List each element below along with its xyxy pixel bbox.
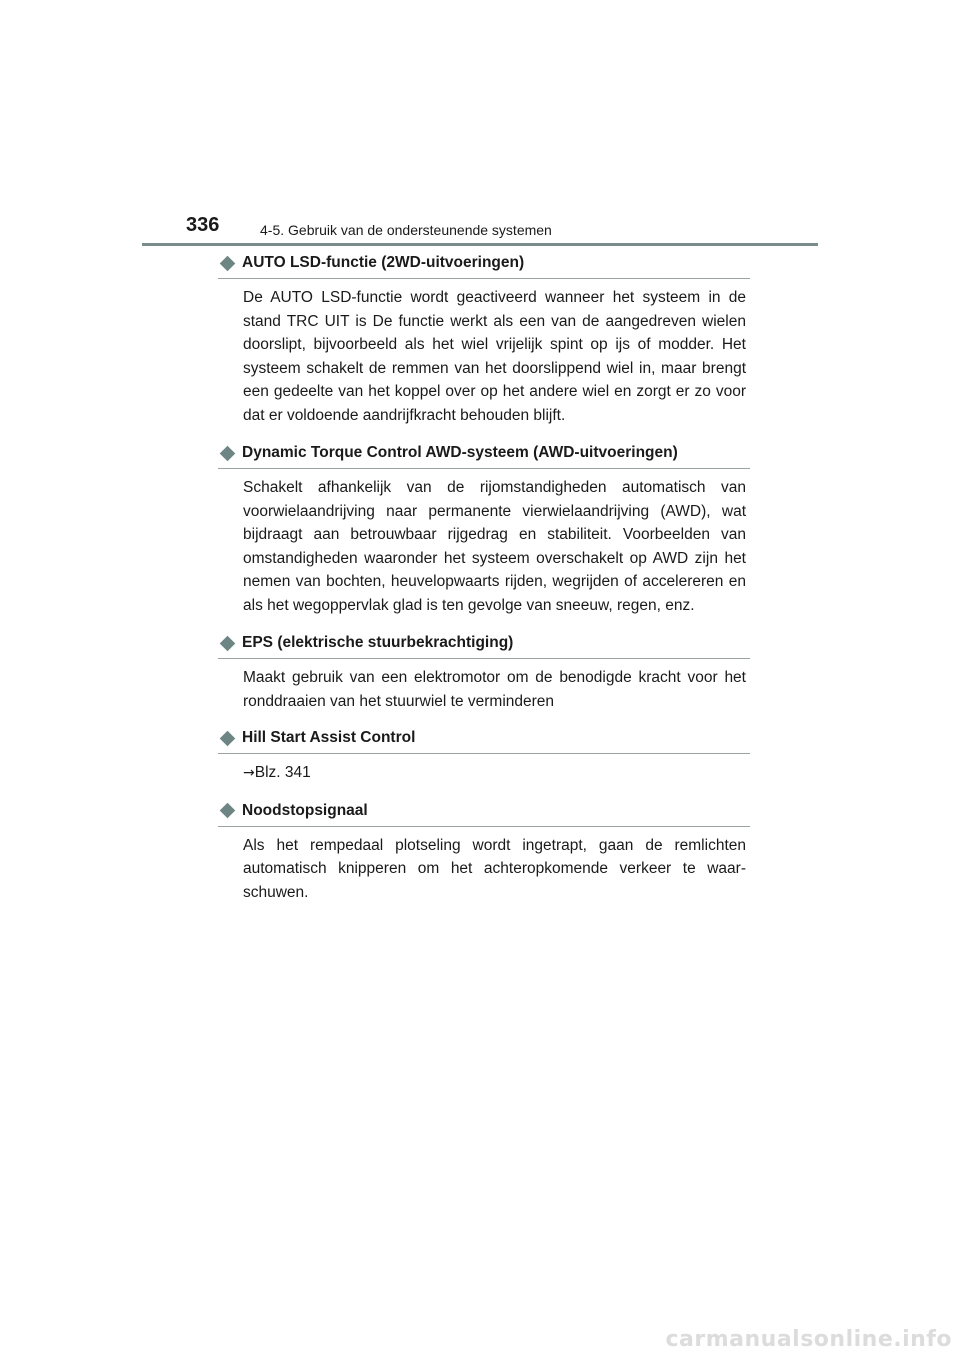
diamond-bullet-icon (220, 730, 236, 746)
section-heading (218, 252, 750, 279)
page-content (218, 252, 750, 904)
section-body: Maakt gebruik van een elektromotor om de benodigde kracht voor het ronddraaien van het stuurwiel te verminderen (243, 669, 746, 710)
watermark: carmanualsonline.info (665, 1327, 952, 1352)
section-heading-text: Dynamic Torque Control AWD-systeem (AWD-uitvoeringen) (242, 444, 678, 461)
page-reference-link[interactable]: Blz. 341 (254, 764, 311, 781)
diamond-bullet-icon (220, 803, 236, 819)
section-hill-start-assist (218, 727, 750, 786)
page-number: 336 (186, 214, 220, 236)
header-divider (142, 243, 818, 246)
arrow-right-icon: → (243, 765, 255, 781)
section-auto-lsd (218, 252, 750, 427)
section-noodstopsignaal (218, 800, 750, 905)
section-heading-text: Noodstopsignaal (242, 801, 368, 819)
section-heading (218, 632, 750, 659)
section-heading-text: Hill Start Assist Control (242, 729, 416, 746)
diamond-bullet-icon (220, 635, 236, 651)
section-body: Schakelt afhankelijk van de rijomstandigheden automatisch van voorwielaandrijving naar permanente vierwielaandrijving (AWD), wat bijdraagt aan betrouwbaar rijgedrag en stabiliteit. Voorbeelden van omstandigheden waaronder het systeem overschakelt op AWD zijn het nemen van bochten, heuvelopwaarts rijden, wegrijden of accelereren en als het wegoppervlak glad is ten gevolge van sneeuw, regen, enz. (243, 479, 746, 614)
section-eps (218, 632, 750, 713)
section-dynamic-torque-control (218, 442, 750, 617)
section-heading-text: EPS (elektrische stuurbekrachtiging) (242, 634, 514, 651)
section-heading (218, 442, 750, 469)
page-reference (243, 761, 746, 786)
section-body: Als het rempedaal plotseling wordt ingetrapt, gaan de remlichten automatisch knipperen om het achteropkomende verkeer te waar-schuwen. (243, 836, 746, 901)
diamond-bullet-icon (220, 445, 236, 461)
section-heading (218, 800, 750, 827)
section-body: De AUTO LSD-functie wordt geactiveerd wanneer het systeem in de stand TRC UIT is De functie werkt als een van de aangedreven wielen doorslipt, bijvoorbeeld als het wiel vrijelijk spint op ijs of modder. Het systeem schakelt de remmen van het doorslippend wiel in, maar brengt een gedeelte van het koppel over op het andere wiel en zorgt er zo voor dat er voldoende aandrijfkracht behouden blijft. (243, 289, 746, 424)
diamond-bullet-icon (220, 255, 236, 271)
section-heading-text: AUTO LSD-functie (2WD-uitvoeringen) (242, 254, 525, 271)
chapter-title: 4-5. Gebruik van de ondersteunende systemen (260, 222, 552, 238)
section-heading (218, 727, 750, 754)
